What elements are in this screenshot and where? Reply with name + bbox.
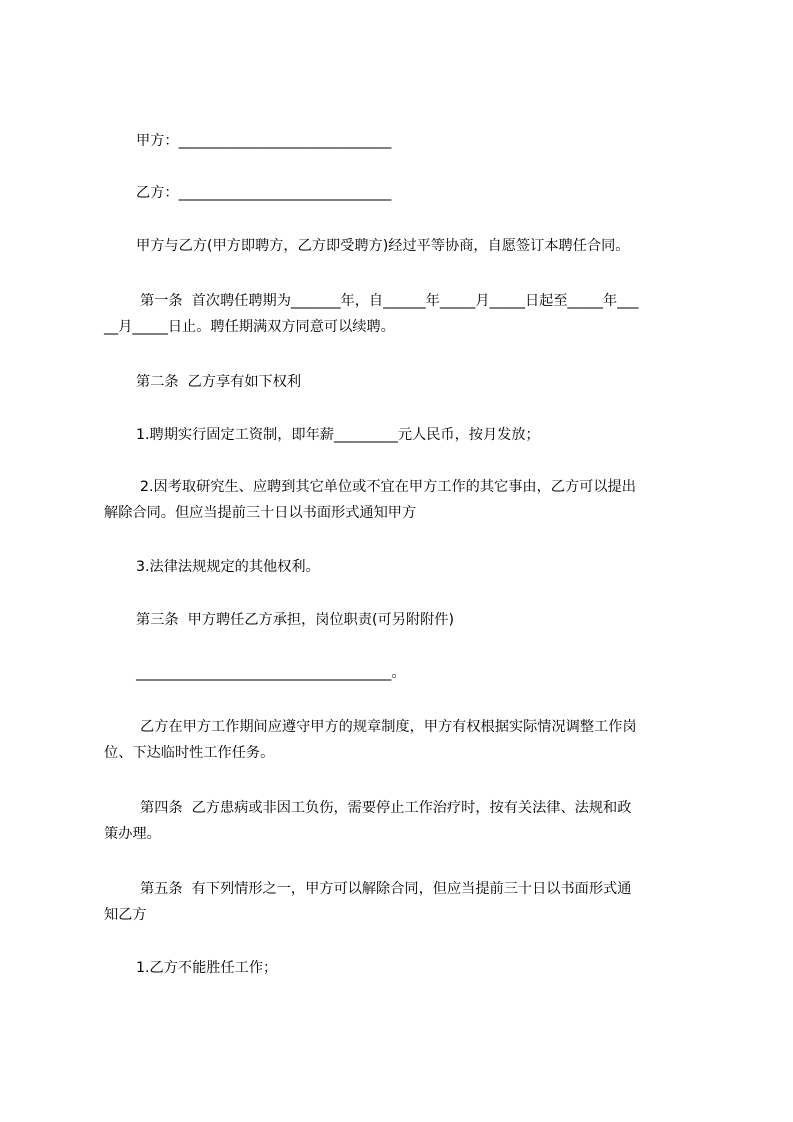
article5-line2: 知乙方 [104, 907, 147, 923]
article1-line2: __月_____日止。聘任期满双方同意可以续聘。 [104, 319, 395, 335]
article3-para-line1: 乙方在甲方工作期间应遵守甲方的规章制度，甲方有权根据实际情况调整工作岗 [140, 719, 637, 735]
article3-heading: 第三条 甲方聘任乙方承担，岗位职责(可另附附件) [136, 612, 455, 628]
party-b-line: 乙方：______________________________ [136, 185, 392, 201]
article4-line2: 策办理。 [104, 826, 161, 842]
party-a-line: 甲方：______________________________ [136, 133, 392, 149]
article5-item1: 1.乙方不能胜任工作； [136, 960, 278, 976]
article2-item1: 1.聘期实行固定工资制，即年薪_________元人民币，按月发放； [136, 427, 540, 443]
article2-heading: 第二条 乙方享有如下权利 [136, 374, 302, 390]
article3-duty-blank: ____________________________________。 [136, 665, 406, 681]
article5-line1: 第五条 有下列情形之一，甲方可以解除合同，但应当提前三十日以书面形式通 [140, 881, 632, 897]
article4-line1: 第四条 乙方患病或非因工负伤，需要停止工作治疗时，按有关法律、法规和政 [140, 800, 632, 816]
article1-line1: 第一条 首次聘任聘期为_______年，自______年_____月_____日起至_____年___ [140, 293, 639, 309]
intro-paragraph: 甲方与乙方(甲方即聘方，乙方即受聘方)经过平等协商，自愿签订本聘任合同。 [136, 238, 630, 254]
article2-item2-line2: 解除合同。但应当提前三十日以书面形式通知甲方 [104, 505, 417, 521]
article2-item2-line1: 2.因考取研究生、应聘到其它单位或不宜在甲方工作的其它事由，乙方可以提出 [140, 479, 636, 495]
article2-item3: 3.法律法规规定的其他权利。 [136, 559, 320, 575]
article3-para-line2: 位、下达临时性工作任务。 [104, 745, 275, 761]
